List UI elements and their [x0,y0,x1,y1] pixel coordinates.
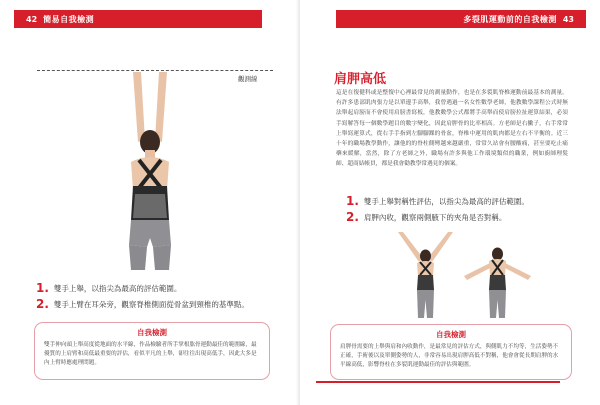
left-header-title: 簡易自我檢測 [43,14,95,24]
left-header-bar [14,10,262,28]
step-text: 雙手上舉對稱性評估，以指尖為最高的評估範圍。 [363,197,529,206]
left-step-2 [36,299,276,310]
step-text: 雙手上舉，以指尖為最高的評估範圍。 [53,284,182,293]
left-box-title: 自我檢測 [137,328,167,337]
right-page-number: 43 [562,14,574,24]
left-box-text: 雙手伸向頭上舉高度從地面的水平線，作品檢驗者所手掌根肱骨運動最佳的範圍線，最優質的上肩臂和高低最重要的評估，看似平凡的上舉，卻往往出現高低手，因此大多是內上臂時應處理問題。 [44,342,257,366]
left-step-1 [36,283,276,294]
step-number: 2. [346,210,359,224]
right-step-1 [346,196,576,207]
left-self-test-box [34,322,270,380]
right-header-title: 多裂肌運動前的自我檢測 [463,14,557,24]
right-self-test-box [330,324,572,380]
right-box-title: 自我檢測 [436,330,466,339]
right-page [300,0,600,405]
arms-horizontal-photo [460,230,535,318]
left-page-number: 42 [26,14,38,24]
section-title: 肩胛高低 [334,72,387,87]
step-text: 肩胛內收，觀察兩側腋下的夾角是否對稱。 [363,213,507,222]
section-paragraph: 這是在復健科或是整復中心裡最常見的測量動作，也是在多裂肌脊椎運動前最基本的測量。有許多患部肌肉張力是以單邊手高舉，我曾遇過一名女性數學老師，他教數學課程公式時無法舉起肩膀而不會使用肩膀書寫板，他教數學公式都將手高舉而使肩膀拉扯運算結果，必須手寫解答每一個數學題目的數字變化，因此肩胛骨的比率相高。方老師是右撇子，右手常常上舉寫運算式，從右手手指到左腳腳踝的骨盆，脊椎中運用的肌肉都是左右不平衡的。近三十年的職場教學動作，讓他的的脊柱側彎越來越嚴重，常常久站會有腰酸痛，甚至要吃止痛藥來緩解，當然，除了方老師之外，職場有許多與他工作環境類似的職業，例如廚師理髮師、超商結帳員，都是我會勸教學常遇見的個案。 [336,90,568,168]
reference-line-label: 觀測線 [238,75,258,83]
footer-accent-line [316,381,560,383]
arms-v-raised-photo [388,230,463,318]
step-number: 1. [36,281,49,295]
right-header-bar [336,10,586,28]
right-step-2 [346,212,576,223]
step-number: 1. [346,194,359,208]
step-text: 雙手上臂在耳朵旁，觀察脊椎側面從骨盆到頸椎的基準點。 [53,300,249,309]
right-box-text: 肩胛骨需要的上舉與肩和內收動作，是最常見的評估方式，與側肌力不均等，生活姿勢不正確，手術後以及單側姿勢的人，非常容易出現肩胛高低不對稱，他會會從長期肩胛的水平線高低，影響脊柱在多裂肌運動最佳的評估與範圍。 [340,344,559,368]
step-number: 2. [36,297,49,311]
arms-raised-back-photo [95,70,205,270]
